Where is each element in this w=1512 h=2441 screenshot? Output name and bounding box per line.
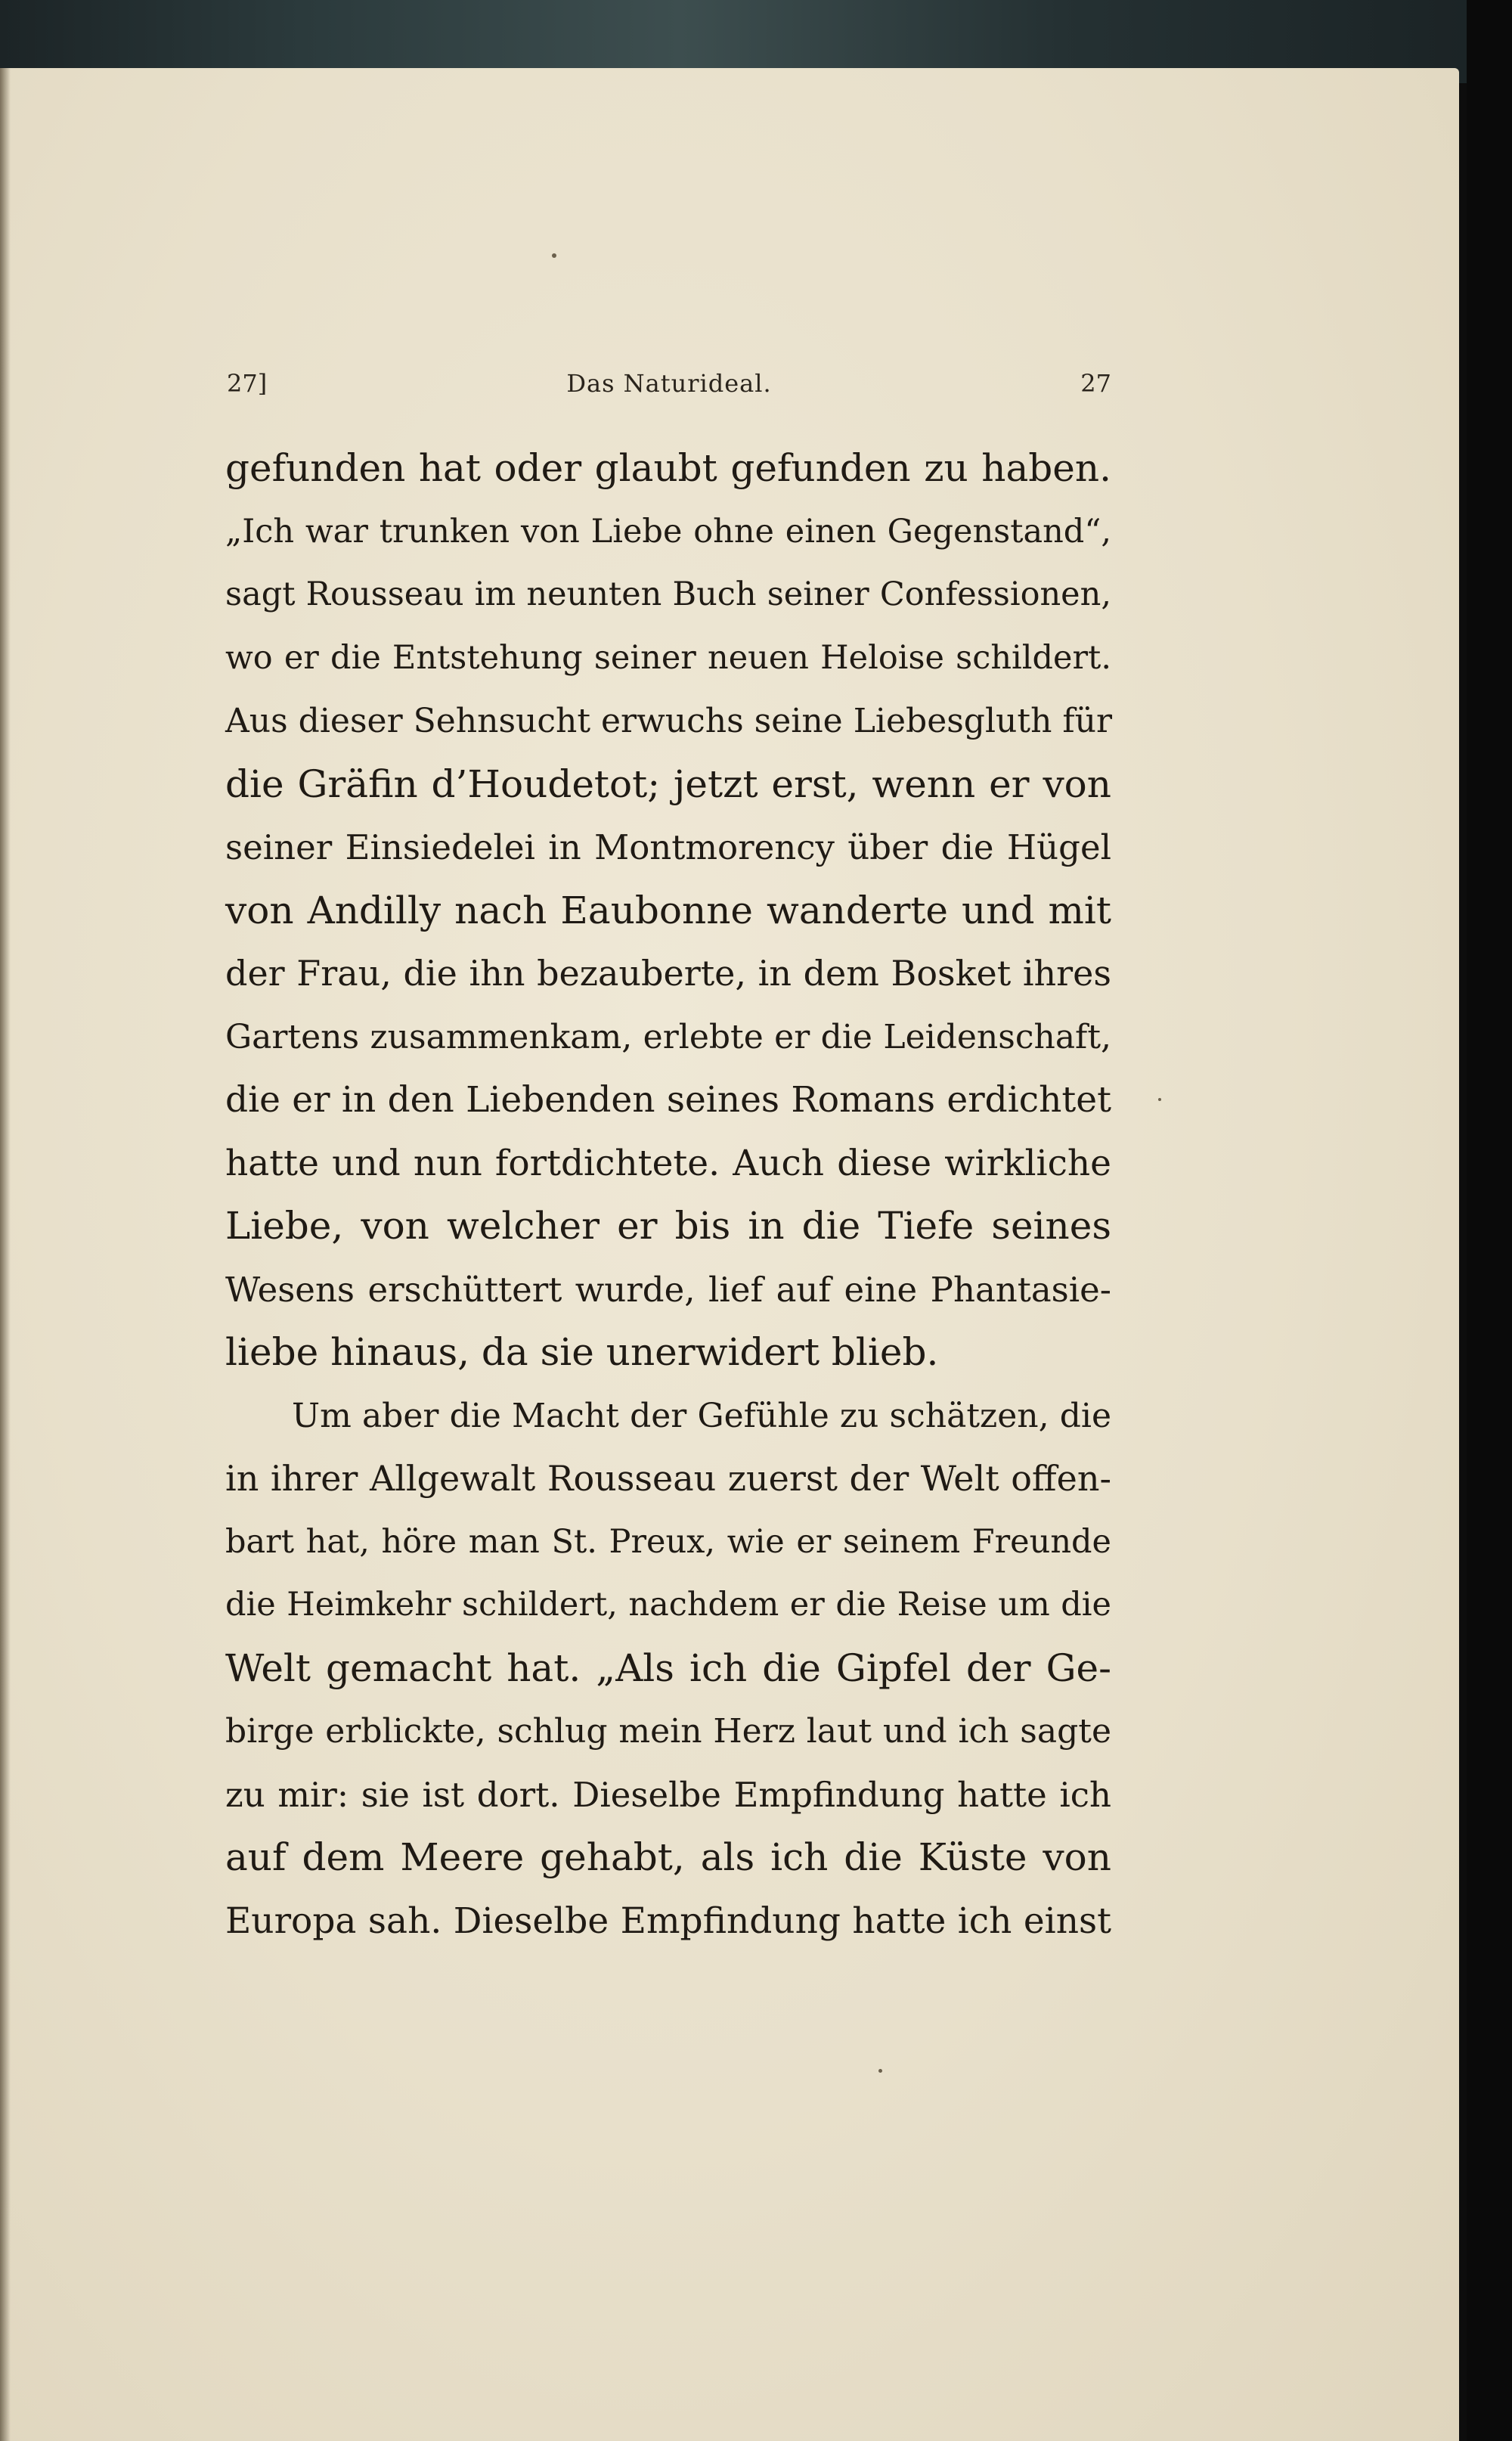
text-line: in ihrer Allgewalt Rousseau zuerst der Welt offen- (225, 1458, 1111, 1499)
text-line: sagt Rousseau im neunten Buch seiner Confessionen, (225, 575, 1111, 613)
text-line: Gartens zusammenkam, erlebte er die Leidenschaft, (225, 1017, 1111, 1056)
text-line: Aus dieser Sehnsucht erwuchs seine Liebesgluth für (225, 702, 1113, 740)
text-line: der Frau, die ihn bezauberte, in dem Bosket ihres (225, 953, 1111, 994)
text-line: Um aber die Macht der Gefühle zu schätzen, die (292, 1396, 1111, 1435)
running-header (227, 369, 1111, 407)
header-section-marker: 27] (227, 369, 268, 398)
text-line: birge erblickte, schlug mein Herz laut und ich sagte (225, 1712, 1111, 1751)
paper-speck (1158, 1098, 1161, 1101)
text-line: seiner Einsiedelei in Montmorency über die Hügel (225, 827, 1111, 867)
background-dark (1467, 0, 1512, 2441)
text-line: gefunden hat oder glaubt gefunden zu haben. (225, 446, 1111, 490)
text-line: von Andilly nach Eaubonne wanderte und mit (225, 888, 1111, 932)
text-line: auf dem Meere gehabt, als ich die Küste von (225, 1835, 1111, 1879)
header-title: Das Naturideal. (566, 369, 772, 398)
text-line: Liebe, von welcher er bis in die Tiefe seines (225, 1204, 1111, 1248)
text-line: die Gräfin d’Houdetot; jetzt erst, wenn er von (225, 761, 1111, 806)
text-line: bart hat, höre man St. Preux, wie er seinem Freunde (225, 1522, 1111, 1561)
text-line: wo er die Entstehung seiner neuen Heloise schildert. (225, 638, 1111, 677)
paper-speck (878, 2069, 882, 2073)
page-gutter-shadow (0, 68, 11, 2441)
text-line: die Heimkehr schildert, nachdem er die Reise um die (225, 1586, 1111, 1624)
text-line: zu mir: sie ist dort. Dieselbe Empfindung hatte ich (225, 1774, 1111, 1815)
text-line: Wesens erschüttert wurde, lief auf eine Phantasie- (225, 1269, 1111, 1310)
text-line: Welt gemacht hat. „Als ich die Gipfel der Ge- (225, 1645, 1111, 1690)
text-line: liebe hinaus, da sie unerwidert blieb. (225, 1330, 939, 1374)
text-line: hatte und nun fortdichtete. Auch diese wirkliche (225, 1142, 1111, 1184)
paper-speck (552, 253, 556, 258)
text-line: „Ich war trunken von Liebe ohne einen Gegenstand“, (225, 512, 1111, 551)
page-number: 27 (1080, 369, 1111, 398)
text-line: Europa sah. Dieselbe Empfindung hatte ich einst (225, 1900, 1111, 1942)
body-text (225, 437, 1111, 1952)
text-line: die er in den Liebenden seines Romans erdichtet (225, 1079, 1111, 1121)
